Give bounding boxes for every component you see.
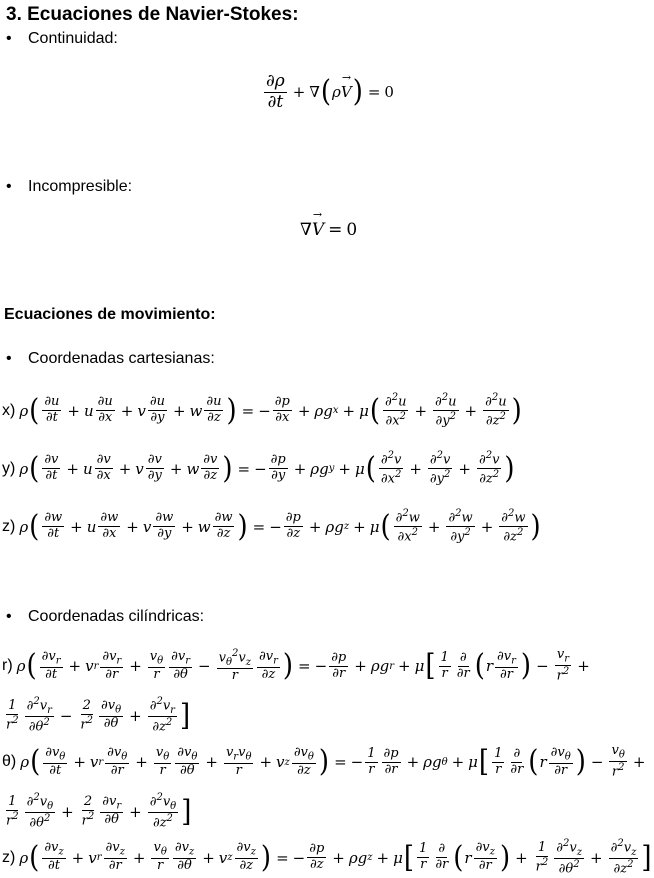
equation-z-cylindrical: z) ρ ( $\frac{\partial v_z}{\partial t}$ + v r $\frac{\partial v_z}{\partial r}$ + $\frac{v_\theta}{r}$ $\frac{\partial v_z}{\partial\theta}$ + v z $\frac{\partial v_z}{\partial z}$ ) = − $\frac{\partial p}{\partial z}$ + ρg z + μ [ $\frac{1}{r}$ $\frac{\partial}{\partial r}$ ( r $\frac{\partial v_z}{\partial r}$ ) + $\frac{1}{r^2}$ $\frac{\partial^2v_z}{\partial\theta^2}$ + $\frac{\partial^2v_z}{\partial z^2}$ ]	[2, 838, 652, 877]
bullet-icon: •	[6, 350, 12, 367]
incompressible-label: Incompresible:	[28, 178, 133, 195]
row-label-z: z)	[2, 517, 16, 535]
equation-y: y) ρ ( $\frac{\partial v}{\partial t}$ + u $\frac{\partial v}{\partial x}$ + v $\frac{\partial v}{\partial y}$ + w $\frac{\partial v}{\partial z}$ ) = − $\frac{\partial p}{\partial y}$ + ρg y + μ ( $\frac{\partial^2v}{\partial x^2}$ + $\frac{\partial^2v}{\partial y^2}$ + $\frac{\partial^2v}{\partial z^2}$ )	[2, 450, 515, 487]
bullet-icon: •	[6, 30, 12, 47]
row-label-theta: θ)	[2, 753, 17, 771]
continuity-label: Continuidad:	[28, 30, 118, 47]
equation-r: r) ρ ( $\frac{\partial v_r}{\partial t}$ + v r $\frac{\partial v_r}{\partial r}$ + $\frac{v_\theta}{r}$ $\frac{\partial v_r}{\partial\theta}$ − $\frac{v_\theta^2v_z}{r}$ $\frac{\partial v_r}{\partial z}$ ) = − $\frac{\partial p}{\partial r}$ + ρg r + μ [ $\frac{1}{r}$ $\frac{\partial}{\partial r}$ ( r $\frac{\partial v_r}{\partial r}$ ) − $\frac{v_r}{r^2}$ +	[2, 647, 590, 684]
subtitle: Ecuaciones de movimiento:	[4, 306, 216, 323]
incompressible-equation: ∇ V → = 0	[300, 208, 358, 240]
cylindrical-label: Coordenadas cilíndricas:	[28, 608, 205, 625]
equation-x: x) ρ ( $\frac{\partial u}{\partial t}$ + u $\frac{\partial u}{\partial x}$ + v $\frac{\partial u}{\partial y}$ + w $\frac{\partial u}{\partial z}$ ) = − $\frac{\partial p}{\partial x}$ + ρg x + μ ( $\frac{\partial^2u}{\partial x^2}$ + $\frac{\partial^2u}{\partial y^2}$ + $\frac{\partial^2u}{\partial z^2}$ )	[2, 392, 522, 429]
bullet-icon: •	[6, 178, 12, 195]
row-label-y: y)	[2, 459, 16, 477]
section-title: 3. Ecuaciones de Navier-Stokes:	[6, 4, 299, 25]
equation-z: z) ρ ( $\frac{\partial w}{\partial t}$ + u $\frac{\partial w}{\partial x}$ + v $\frac{\partial w}{\partial y}$ + w $\frac{\partial w}{\partial z}$ ) = − $\frac{\partial p}{\partial z}$ + ρg z + μ ( $\frac{\partial^2w}{\partial x^2}$ + $\frac{\partial^2w}{\partial y^2}$ + $\frac{\partial^2w}{\partial z^2}$ )	[2, 508, 541, 545]
equation-theta-cont: $\frac{1}{r^2}$ $\frac{\partial^2v_\theta}{\partial\theta^2}$ + $\frac{2}{r^2}$ $\frac{\partial v_r}{\partial\theta}$ + $\frac{\partial^2v_\theta}{\partial z^2}$ ]	[6, 792, 192, 831]
continuity-equation: $\frac{\partial\rho}{\partial t}$ + ∇ ( ρ V → ) = 0	[266, 71, 394, 112]
bullet-icon: •	[6, 608, 12, 625]
equation-theta: θ) ρ ( $\frac{\partial v_\theta}{\partial t}$ + v r $\frac{\partial v_\theta}{\partial r}$ + $\frac{v_\theta}{r}$ $\frac{\partial v_\theta}{\partial\theta}$ + $\frac{v_rv_\theta}{r}$ + v z $\frac{\partial v_\theta}{\partial z}$ ) = − $\frac{1}{r}$ $\frac{\partial p}{\partial r}$ + ρg θ + μ [ $\frac{1}{r}$ $\frac{\partial}{\partial r}$ ( r $\frac{\partial v_\theta}{\partial r}$ ) − $\frac{v_\theta}{r^2}$ +	[2, 743, 646, 780]
row-label-z-cyl: z)	[2, 848, 16, 866]
row-label-x: x)	[2, 401, 16, 419]
row-label-r: r)	[2, 657, 13, 675]
cartesian-label: Coordenadas cartesianas:	[28, 350, 215, 367]
equation-r-cont: $\frac{1}{r^2}$ $\frac{\partial^2v_r}{\partial\theta^2}$ − $\frac{2}{r^2}$ $\frac{\partial v_\theta}{\partial\theta}$ + $\frac{\partial^2v_r}{\partial z^2}$ ]	[6, 696, 191, 735]
